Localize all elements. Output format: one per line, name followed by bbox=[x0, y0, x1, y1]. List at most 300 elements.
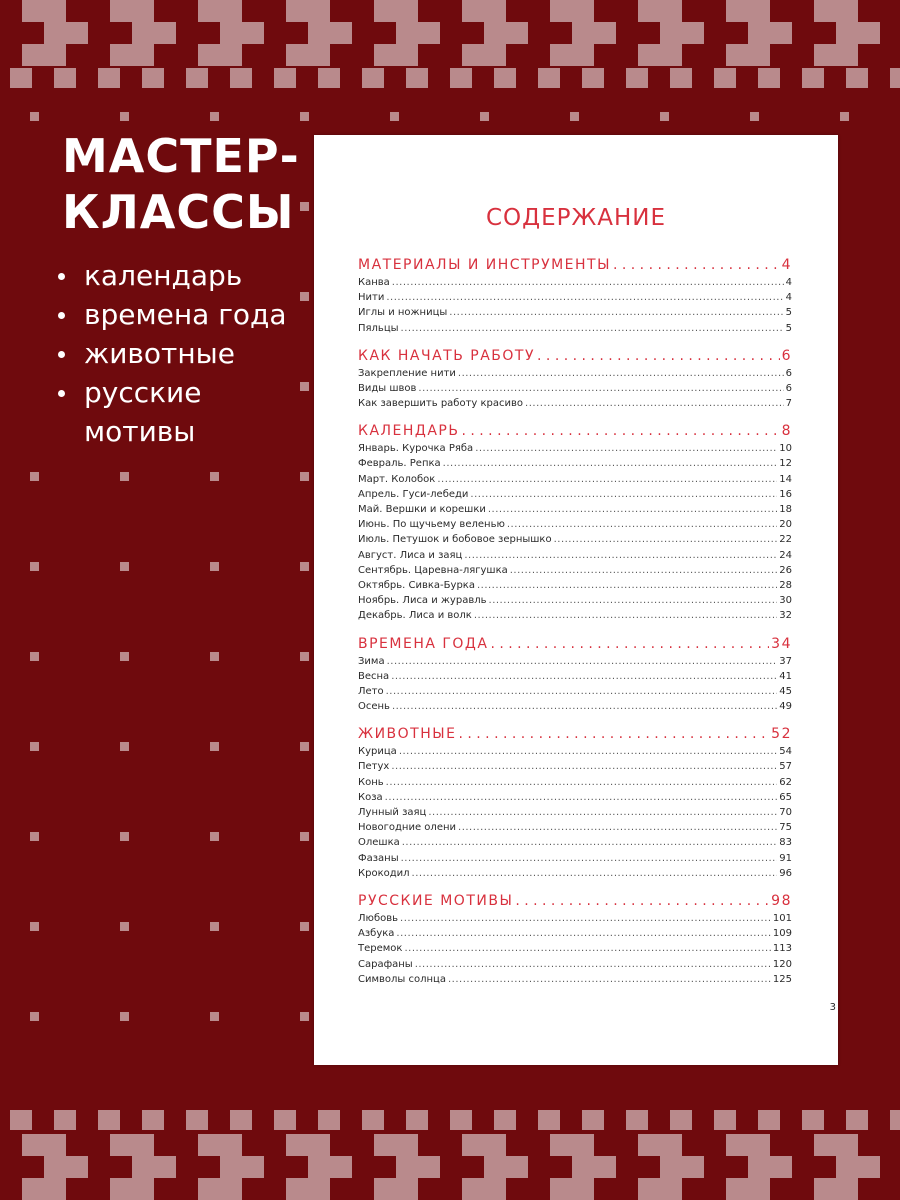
knit-square bbox=[726, 1178, 748, 1200]
toc-entry[interactable] bbox=[358, 517, 792, 532]
knit-square bbox=[638, 44, 660, 66]
toc-leader-dots bbox=[510, 563, 778, 578]
toc-entry-title: Как завершить работу красиво bbox=[358, 398, 524, 410]
toc-leader-dots bbox=[507, 517, 777, 532]
knit-square bbox=[494, 1110, 516, 1130]
toc-entry[interactable] bbox=[358, 578, 792, 593]
toc-leader-dots bbox=[488, 502, 777, 517]
toc-entry-title: Коза bbox=[358, 791, 383, 803]
toc-entry-title: Апрель. Гуси-лебеди bbox=[358, 488, 469, 500]
toc-entry[interactable] bbox=[358, 502, 792, 517]
dot bbox=[30, 112, 39, 121]
toc-entry[interactable] bbox=[358, 851, 792, 866]
toc-section-page: 4 bbox=[781, 257, 792, 273]
toc-section-heading[interactable] bbox=[358, 887, 792, 909]
knit-square bbox=[308, 0, 330, 22]
knit-square bbox=[714, 1110, 736, 1130]
knit-square bbox=[274, 1110, 296, 1130]
dot bbox=[120, 652, 129, 661]
promo-bullet: времена года bbox=[58, 295, 308, 334]
knit-square bbox=[846, 1110, 868, 1130]
dot bbox=[120, 922, 129, 931]
toc-leader-dots bbox=[515, 893, 769, 909]
knit-square bbox=[154, 1156, 176, 1178]
toc-entry-title: Август. Лиса и заяц bbox=[358, 549, 463, 561]
knit-square bbox=[110, 1178, 132, 1200]
toc-leader-dots bbox=[412, 866, 778, 881]
knit-square bbox=[308, 1134, 330, 1156]
toc-entry-page: 28 bbox=[779, 579, 792, 591]
toc-entry[interactable] bbox=[358, 593, 792, 608]
knit-square bbox=[374, 1134, 396, 1156]
dot bbox=[300, 832, 309, 841]
dot bbox=[840, 112, 849, 121]
toc-entry[interactable] bbox=[358, 654, 792, 669]
knit-square bbox=[54, 1110, 76, 1130]
toc-section-heading[interactable] bbox=[358, 720, 792, 742]
dot bbox=[660, 112, 669, 121]
toc-entry-page: 30 bbox=[779, 595, 792, 607]
dot bbox=[300, 562, 309, 571]
knit-square bbox=[308, 1178, 330, 1200]
knit-square bbox=[286, 1178, 308, 1200]
knit-square bbox=[132, 1134, 154, 1156]
toc-entry[interactable] bbox=[358, 866, 792, 881]
knit-square bbox=[330, 22, 352, 44]
toc-entry-title: Январь. Курочка Ряба bbox=[358, 443, 474, 455]
book-page bbox=[314, 135, 838, 1065]
knit-square bbox=[220, 0, 242, 22]
toc-leader-dots bbox=[490, 636, 769, 652]
knit-square bbox=[638, 0, 660, 22]
toc-section bbox=[358, 630, 792, 715]
knit-square bbox=[550, 1178, 572, 1200]
toc-entry-title: Символы солнца bbox=[358, 973, 446, 985]
knit-square bbox=[406, 1110, 428, 1130]
toc-section-heading[interactable] bbox=[358, 630, 792, 652]
knit-square bbox=[132, 44, 154, 66]
toc-entry-page: 41 bbox=[779, 670, 792, 682]
toc-leader-dots bbox=[391, 669, 777, 684]
toc-entry-page: 120 bbox=[772, 958, 792, 970]
dot bbox=[210, 472, 219, 481]
knit-square bbox=[462, 44, 484, 66]
promo-bullet: русские мотивы bbox=[58, 373, 308, 451]
dot bbox=[300, 472, 309, 481]
toc-entry[interactable] bbox=[358, 926, 792, 941]
knit-square bbox=[594, 22, 616, 44]
toc-entry-title: Зима bbox=[358, 655, 385, 667]
toc-leader-dots bbox=[386, 684, 778, 699]
knit-square bbox=[362, 1110, 384, 1130]
knit-square bbox=[330, 1156, 352, 1178]
toc-entry-title: Июнь. По щучьему веленью bbox=[358, 519, 505, 531]
knit-square bbox=[406, 68, 428, 88]
toc-entry[interactable] bbox=[358, 941, 792, 956]
dot bbox=[300, 202, 309, 211]
knit-square bbox=[748, 1134, 770, 1156]
dot bbox=[30, 562, 39, 571]
toc-leader-dots bbox=[554, 532, 778, 547]
toc-entry-page: 113 bbox=[772, 943, 792, 955]
knit-square bbox=[506, 1156, 528, 1178]
knit-square bbox=[660, 0, 682, 22]
toc-entry-page: 109 bbox=[772, 928, 792, 940]
toc-section-heading[interactable] bbox=[358, 251, 792, 273]
toc-entry[interactable] bbox=[358, 487, 792, 502]
toc-entry[interactable] bbox=[358, 396, 792, 411]
dot bbox=[210, 832, 219, 841]
knit-square bbox=[638, 1134, 660, 1156]
toc-entry-title: Закрепление нити bbox=[358, 367, 456, 379]
toc-section bbox=[358, 887, 792, 987]
dot bbox=[30, 1012, 39, 1021]
knit-square bbox=[484, 1156, 506, 1178]
toc-entry-page: 20 bbox=[779, 519, 792, 531]
knit-square bbox=[660, 22, 682, 44]
toc-leader-dots bbox=[385, 790, 778, 805]
knit-square bbox=[154, 22, 176, 44]
knit-square bbox=[450, 68, 472, 88]
dot bbox=[210, 562, 219, 571]
toc-entry[interactable] bbox=[358, 290, 792, 305]
knit-square bbox=[484, 0, 506, 22]
toc-entry[interactable] bbox=[358, 472, 792, 487]
toc-section-heading[interactable] bbox=[358, 417, 792, 439]
knit-square bbox=[550, 44, 572, 66]
knit-square bbox=[714, 68, 736, 88]
toc-entry[interactable] bbox=[358, 381, 792, 396]
knit-square bbox=[396, 1178, 418, 1200]
toc-leader-dots bbox=[402, 835, 778, 850]
dot bbox=[570, 112, 579, 121]
dot bbox=[120, 832, 129, 841]
toc-entry-title: Крокодил bbox=[358, 867, 410, 879]
knit-square bbox=[660, 1178, 682, 1200]
toc-entry[interactable] bbox=[358, 972, 792, 987]
toc-entry-title: Иглы и ножницы bbox=[358, 307, 448, 319]
toc-entry[interactable] bbox=[358, 441, 792, 456]
toc-entry-title: Теремок bbox=[358, 943, 403, 955]
toc-leader-dots bbox=[470, 487, 777, 502]
toc-entry-page: 49 bbox=[779, 701, 792, 713]
toc-section-heading[interactable] bbox=[358, 342, 792, 364]
dot bbox=[300, 742, 309, 751]
table-of-contents bbox=[358, 251, 792, 987]
toc-entry-page: 10 bbox=[779, 443, 792, 455]
knit-square bbox=[484, 44, 506, 66]
knit-square bbox=[110, 1134, 132, 1156]
toc-entry-page: 75 bbox=[779, 822, 792, 834]
toc-entry[interactable] bbox=[358, 548, 792, 563]
knit-square bbox=[748, 1178, 770, 1200]
toc-entry[interactable] bbox=[358, 775, 792, 790]
knit-square bbox=[462, 1134, 484, 1156]
toc-leader-dots bbox=[399, 744, 777, 759]
toc-entry-page: 24 bbox=[779, 549, 792, 561]
knit-square bbox=[98, 68, 120, 88]
knit-square bbox=[242, 22, 264, 44]
toc-entry[interactable] bbox=[358, 744, 792, 759]
knit-square bbox=[582, 1110, 604, 1130]
dot bbox=[30, 472, 39, 481]
dot bbox=[300, 112, 309, 121]
knit-square bbox=[362, 68, 384, 88]
knit-square bbox=[836, 1134, 858, 1156]
knit-square bbox=[748, 22, 770, 44]
toc-leader-dots bbox=[386, 775, 778, 790]
toc-leader-dots bbox=[474, 608, 777, 623]
toc-leader-dots bbox=[464, 548, 777, 563]
toc-leader-dots bbox=[396, 926, 770, 941]
knit-square bbox=[22, 0, 44, 22]
toc-entry[interactable] bbox=[358, 835, 792, 850]
toc-section-page: 34 bbox=[771, 635, 792, 652]
knit-square bbox=[660, 1134, 682, 1156]
toc-entry[interactable] bbox=[358, 366, 792, 381]
knit-square bbox=[858, 1156, 880, 1178]
toc-heading: СОДЕРЖАНИЕ bbox=[485, 205, 667, 231]
promo-bullet: животные bbox=[58, 334, 308, 373]
knit-square bbox=[836, 22, 858, 44]
toc-entry-page: 70 bbox=[779, 807, 792, 819]
toc-entry[interactable] bbox=[358, 457, 792, 472]
toc-leader-dots bbox=[489, 593, 778, 608]
knit-square bbox=[110, 44, 132, 66]
toc-entry-page: 65 bbox=[779, 791, 792, 803]
knit-square bbox=[802, 68, 824, 88]
dot bbox=[30, 652, 39, 661]
toc-section bbox=[358, 720, 792, 881]
toc-leader-dots bbox=[443, 456, 778, 471]
knit-square bbox=[484, 1134, 506, 1156]
knit-square bbox=[132, 0, 154, 22]
knit-square bbox=[890, 1110, 900, 1130]
toc-leader-dots bbox=[461, 423, 779, 439]
toc-leader-dots bbox=[475, 441, 777, 456]
toc-entry-title: Сентябрь. Царевна-лягушка bbox=[358, 564, 508, 576]
toc-entry[interactable] bbox=[358, 608, 792, 623]
toc-leader-dots bbox=[448, 972, 771, 987]
toc-section-page: 8 bbox=[781, 423, 792, 440]
knit-square bbox=[572, 22, 594, 44]
toc-entry-page: 54 bbox=[779, 746, 792, 758]
knit-square bbox=[374, 1178, 396, 1200]
knit-square bbox=[44, 44, 66, 66]
knit-square bbox=[374, 0, 396, 22]
knit-square bbox=[626, 68, 648, 88]
knit-square bbox=[450, 1110, 472, 1130]
knit-square bbox=[198, 0, 220, 22]
toc-entry-page: 83 bbox=[779, 837, 792, 849]
knit-square bbox=[758, 68, 780, 88]
knit-square bbox=[670, 1110, 692, 1130]
toc-entry-title: Июль. Петушок и бобовое зернышко bbox=[358, 534, 552, 546]
dot bbox=[300, 1012, 309, 1021]
knit-square bbox=[418, 22, 440, 44]
toc-entry-page: 32 bbox=[779, 610, 792, 622]
dot bbox=[120, 742, 129, 751]
knit-square bbox=[484, 22, 506, 44]
knit-square bbox=[374, 44, 396, 66]
toc-entry-page: 37 bbox=[779, 655, 792, 667]
knit-square bbox=[220, 1178, 242, 1200]
toc-entry[interactable] bbox=[358, 669, 792, 684]
toc-entry[interactable] bbox=[358, 305, 792, 320]
toc-leader-dots bbox=[428, 805, 777, 820]
knit-square bbox=[142, 1110, 164, 1130]
toc-entry[interactable] bbox=[358, 699, 792, 714]
knit-square bbox=[396, 44, 418, 66]
toc-leader-dots bbox=[458, 726, 769, 742]
knit-square bbox=[594, 1156, 616, 1178]
promo-bullet: календарь bbox=[58, 256, 308, 295]
dot bbox=[30, 742, 39, 751]
toc-entry-title: Азбука bbox=[358, 928, 395, 940]
toc-entry-page: 7 bbox=[785, 398, 792, 410]
toc-leader-dots bbox=[537, 348, 780, 364]
knit-square bbox=[748, 1156, 770, 1178]
toc-entry[interactable] bbox=[358, 957, 792, 972]
toc-entry-page: 14 bbox=[779, 473, 792, 485]
knit-square bbox=[44, 1134, 66, 1156]
toc-leader-dots bbox=[392, 275, 784, 290]
toc-leader-dots bbox=[391, 759, 777, 774]
toc-entry-page: 125 bbox=[772, 973, 792, 985]
toc-leader-dots bbox=[458, 820, 777, 835]
knit-square bbox=[660, 44, 682, 66]
toc-entry[interactable] bbox=[358, 275, 792, 290]
toc-entry-page: 22 bbox=[779, 534, 792, 546]
knit-square bbox=[836, 0, 858, 22]
knit-square bbox=[396, 1134, 418, 1156]
toc-entry-title: Любовь bbox=[358, 912, 399, 924]
toc-leader-dots bbox=[437, 472, 777, 487]
toc-entry[interactable] bbox=[358, 760, 792, 775]
knit-square bbox=[396, 0, 418, 22]
toc-entry-page: 101 bbox=[772, 912, 792, 924]
knit-square bbox=[538, 1110, 560, 1130]
dot bbox=[120, 1012, 129, 1021]
knit-square bbox=[220, 1134, 242, 1156]
knit-square bbox=[44, 1156, 66, 1178]
toc-section bbox=[358, 417, 792, 623]
knit-square bbox=[660, 1156, 682, 1178]
knit-square bbox=[198, 1134, 220, 1156]
dot bbox=[300, 922, 309, 931]
knit-square bbox=[286, 0, 308, 22]
toc-entry-title: Нити bbox=[358, 292, 385, 304]
toc-entry-title: Осень bbox=[358, 701, 390, 713]
knit-square bbox=[572, 44, 594, 66]
knit-square bbox=[22, 1178, 44, 1200]
knit-square bbox=[54, 68, 76, 88]
knit-square bbox=[44, 22, 66, 44]
toc-entry[interactable] bbox=[358, 790, 792, 805]
knit-square bbox=[230, 1110, 252, 1130]
toc-entry-title: Октябрь. Сивка-Бурка bbox=[358, 579, 475, 591]
toc-section-page: 98 bbox=[771, 893, 792, 909]
toc-entry-title: Олешка bbox=[358, 837, 400, 849]
knit-square bbox=[198, 1178, 220, 1200]
knit-square bbox=[308, 44, 330, 66]
toc-entry-page: 4 bbox=[785, 292, 792, 304]
knit-square bbox=[110, 0, 132, 22]
knit-square bbox=[132, 1156, 154, 1178]
dot bbox=[210, 652, 219, 661]
toc-leader-dots bbox=[449, 305, 783, 320]
toc-entry-title: Петух bbox=[358, 761, 390, 773]
toc-entry-title: Пяльцы bbox=[358, 322, 399, 334]
dot bbox=[30, 922, 39, 931]
knit-square bbox=[396, 1156, 418, 1178]
knit-square bbox=[220, 22, 242, 44]
toc-entry-page: 12 bbox=[779, 458, 792, 470]
knit-square bbox=[770, 1156, 792, 1178]
knit-square bbox=[230, 68, 252, 88]
toc-entry-title: Фазаны bbox=[358, 852, 399, 864]
toc-entry-page: 57 bbox=[779, 761, 792, 773]
toc-entry[interactable] bbox=[358, 563, 792, 578]
knit-square bbox=[318, 1110, 340, 1130]
toc-entry[interactable] bbox=[358, 820, 792, 835]
knit-square bbox=[726, 44, 748, 66]
promo-bullet-list bbox=[58, 256, 308, 451]
toc-leader-dots bbox=[386, 290, 783, 305]
toc-entry-title: Май. Вершки и корешки bbox=[358, 504, 486, 516]
knit-square bbox=[132, 22, 154, 44]
knit-square bbox=[836, 1156, 858, 1178]
knit-square bbox=[10, 68, 32, 88]
toc-section bbox=[358, 342, 792, 412]
knit-square bbox=[726, 0, 748, 22]
toc-entry[interactable] bbox=[358, 684, 792, 699]
toc-entry-title: Март. Колобок bbox=[358, 473, 436, 485]
toc-entry-page: 91 bbox=[779, 852, 792, 864]
knit-square bbox=[494, 68, 516, 88]
dot bbox=[300, 652, 309, 661]
toc-entry[interactable] bbox=[358, 321, 792, 336]
toc-entry[interactable] bbox=[358, 911, 792, 926]
knit-square bbox=[814, 1178, 836, 1200]
knit-square bbox=[582, 68, 604, 88]
toc-entry[interactable] bbox=[358, 805, 792, 820]
knit-square bbox=[308, 22, 330, 44]
toc-entry-page: 5 bbox=[785, 322, 792, 334]
toc-entry-title: Лунный заяц bbox=[358, 807, 427, 819]
knit-square bbox=[22, 44, 44, 66]
knit-square bbox=[726, 1134, 748, 1156]
toc-entry-title: Ноябрь. Лиса и журавль bbox=[358, 595, 487, 607]
promo-title-line: КЛАССЫ bbox=[62, 185, 295, 239]
knit-square bbox=[142, 68, 164, 88]
knit-square bbox=[22, 1134, 44, 1156]
knit-square bbox=[396, 22, 418, 44]
knit-square bbox=[670, 68, 692, 88]
dot bbox=[210, 112, 219, 121]
dot bbox=[30, 832, 39, 841]
knit-square bbox=[66, 1156, 88, 1178]
toc-entry[interactable] bbox=[358, 532, 792, 547]
dot bbox=[210, 1012, 219, 1021]
knit-square bbox=[418, 1156, 440, 1178]
knit-square bbox=[858, 22, 880, 44]
toc-section-page: 6 bbox=[781, 347, 792, 364]
knit-square bbox=[506, 22, 528, 44]
toc-entry-title: Канва bbox=[358, 276, 390, 288]
knit-square bbox=[318, 68, 340, 88]
toc-section-title: МАТЕРИАЛЫ И ИНСТРУМЕНТЫ bbox=[358, 257, 611, 273]
